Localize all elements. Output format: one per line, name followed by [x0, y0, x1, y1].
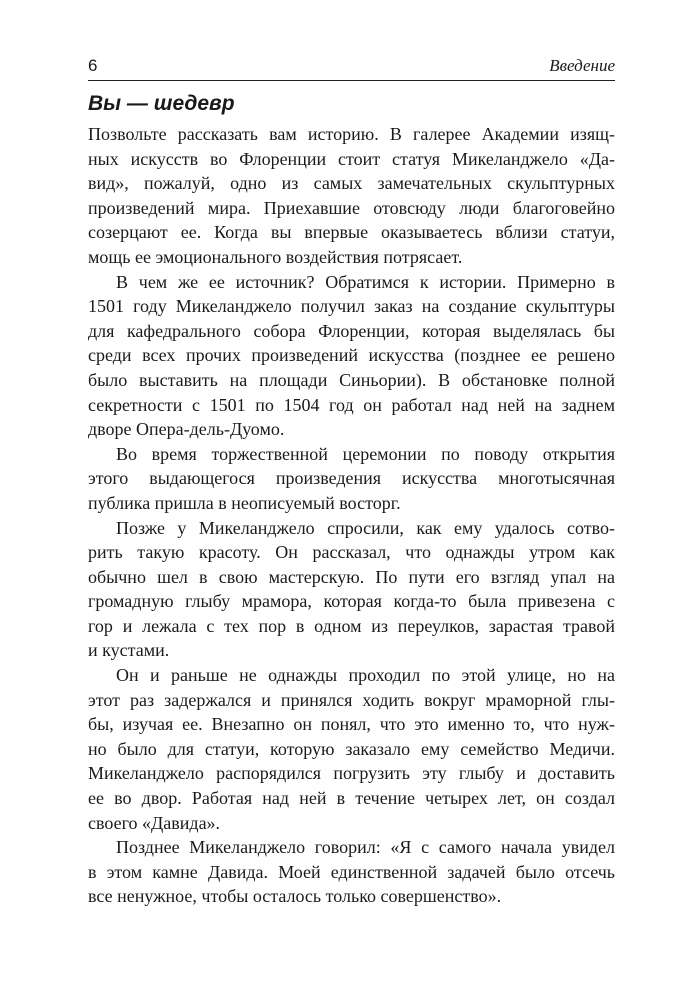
text-line: Позже у Микеланджело спросили, как ему удалось сотво-	[116, 517, 615, 538]
text-line: созерцают ее. Когда вы впервые оказываетесь вблизи статуи,	[88, 222, 615, 243]
text-line: обычно шел в свою мастерскую. По пути его взгляд упал на	[88, 566, 615, 587]
text-line: этого выдающегося произведения искусства многотысячная	[88, 468, 615, 489]
text-line: мощь ее эмоционального воздействия потрясает.	[88, 246, 463, 267]
text-line: среди всех прочих произведений искусства (позднее ее решено	[88, 345, 615, 366]
page-header	[88, 54, 615, 81]
text-line: этот раз задержался и принялся ходить вокруг мраморной глы-	[88, 689, 615, 710]
body-text	[88, 122, 615, 909]
text-line: но было для статуи, которую заказало ему семейство Медичи.	[88, 738, 615, 759]
text-line: Позднее Микеланджело говорил: «Я с самого начала увидел	[116, 837, 615, 858]
text-line: своего «Давида».	[88, 812, 221, 833]
text-line: в этом камне Давида. Моей единственной задачей было отсечь	[88, 861, 615, 882]
text-line: для кафедрального собора Флоренции, которая выделялась бы	[88, 320, 615, 341]
text-line: было выставить на площади Синьории). В обстановке полной	[88, 369, 615, 390]
text-line: гор и лежала с тех пор в одном из переулков, зарастая травой	[88, 615, 615, 636]
text-line: вид», пожалуй, одно из самых замечательных скульптурных	[88, 173, 615, 194]
text-line: В чем же ее источник? Обратимся к истории. Примерно в	[116, 271, 615, 292]
text-line: 1501 году Микеланджело получил заказ на создание скульптуры	[88, 296, 615, 317]
section-title: Вы — шедевр	[88, 92, 235, 115]
text-line: Позвольте рассказать вам историю. В галерее Академии изящ-	[88, 124, 615, 144]
text-line: и кустами.	[88, 640, 170, 661]
text-line: Во время торжественной церемонии по поводу открытия	[116, 443, 615, 464]
text-line: ее во двор. Работая над ней в течение четырех лет, он создал	[88, 788, 615, 809]
text-line: Микеланджело распорядился погрузить эту глыбу и доставить	[88, 763, 615, 784]
text-line: громадную глыбу мрамора, которая когда-то была привезена с	[88, 591, 615, 612]
text-line: все ненужное, чтобы осталось только совершенство».	[88, 886, 502, 907]
text-line: произведений мира. Приехавшие отовсюду люди благоговейно	[88, 197, 615, 218]
running-head: Введение	[549, 56, 615, 75]
text-line: Он и раньше не однажды проходил по этой улице, но на	[116, 665, 615, 686]
page-number: 6	[88, 56, 98, 75]
text-line: дворе Опера-дель-Дуомо.	[88, 419, 285, 440]
text-line: секретности с 1501 по 1504 год он работал над ней на заднем	[88, 394, 615, 415]
text-line: публика пришла в неописуемый восторг.	[88, 492, 401, 513]
text-line: рить такую красоту. Он рассказал, что однажды утром как	[88, 542, 615, 563]
text-line: бы, изучая ее. Внезапно он понял, что это именно то, что нуж-	[88, 714, 615, 735]
text-line: ных искусств во Флоренции стоит статуя Микеланджело «Да-	[88, 148, 615, 169]
